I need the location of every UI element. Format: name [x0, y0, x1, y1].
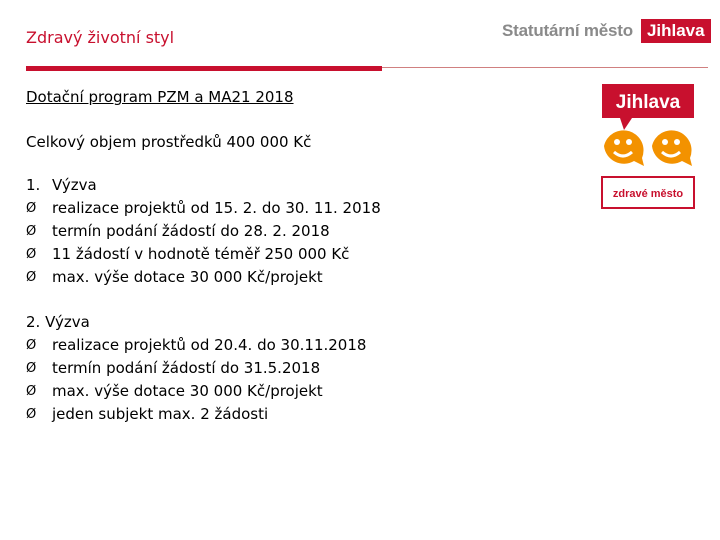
arrow-bullet-icon: Ø	[26, 224, 37, 239]
call-1-heading	[26, 174, 506, 197]
list-item	[26, 334, 506, 357]
page-header-title: Zdravý životní styl	[26, 28, 175, 47]
logo-speech-tail	[620, 118, 632, 130]
arrow-bullet-icon: Ø	[26, 384, 37, 399]
arrow-bullet-icon: Ø	[26, 201, 37, 216]
header-rule-accent	[26, 66, 382, 71]
list-item-text: jeden subjekt max. 2 žádosti	[52, 405, 269, 423]
header-rule-thin	[382, 67, 708, 68]
list-item	[26, 357, 506, 380]
call-1-section	[26, 174, 506, 289]
logo-top-text: Jihlava	[615, 92, 681, 113]
list-item	[26, 266, 506, 289]
list-item-text: termín podání žádostí do 28. 2. 2018	[52, 222, 330, 240]
call-2-section	[26, 311, 506, 426]
list-item-text: realizace projektů od 20.4. do 30.11.2018	[52, 336, 367, 354]
list-item	[26, 380, 506, 403]
arrow-bullet-icon: Ø	[26, 338, 37, 353]
healthy-city-logo	[598, 82, 698, 212]
list-item-text: max. výše dotace 30 000 Kč/projekt	[52, 268, 323, 286]
list-item	[26, 403, 506, 426]
arrow-bullet-icon: Ø	[26, 247, 37, 262]
arrow-bullet-icon: Ø	[26, 270, 37, 285]
list-item-text: termín podání žádostí do 31.5.2018	[52, 359, 321, 377]
program-title: Dotační program PZM a MA21 2018	[26, 88, 294, 106]
logo-bottom-text: zdravé město	[612, 188, 684, 200]
two-smiling-faces-icon	[604, 130, 692, 166]
arrow-bullet-icon: Ø	[26, 407, 37, 422]
call-2-title: 2. Výzva	[26, 313, 90, 331]
list-item-text: max. výše dotace 30 000 Kč/projekt	[52, 382, 323, 400]
total-budget: Celkový objem prostředků 400 000 Kč	[26, 133, 312, 151]
brand-prefix: Statutární město	[502, 21, 633, 40]
slide-content	[26, 86, 506, 426]
list-item	[26, 197, 506, 220]
arrow-bullet-icon: Ø	[26, 361, 37, 376]
brand-name: Jihlava	[641, 19, 711, 43]
section-spacer	[26, 289, 506, 311]
list-item-text: 11 žádostí v hodnotě téměř 250 000 Kč	[52, 245, 350, 263]
list-item	[26, 243, 506, 266]
call-1-title: Výzva	[52, 176, 97, 194]
city-brand	[502, 19, 711, 43]
call-1-number: 1.	[26, 176, 41, 194]
list-item	[26, 220, 506, 243]
list-item-text: realizace projektů od 15. 2. do 30. 11. 2018	[52, 199, 381, 217]
